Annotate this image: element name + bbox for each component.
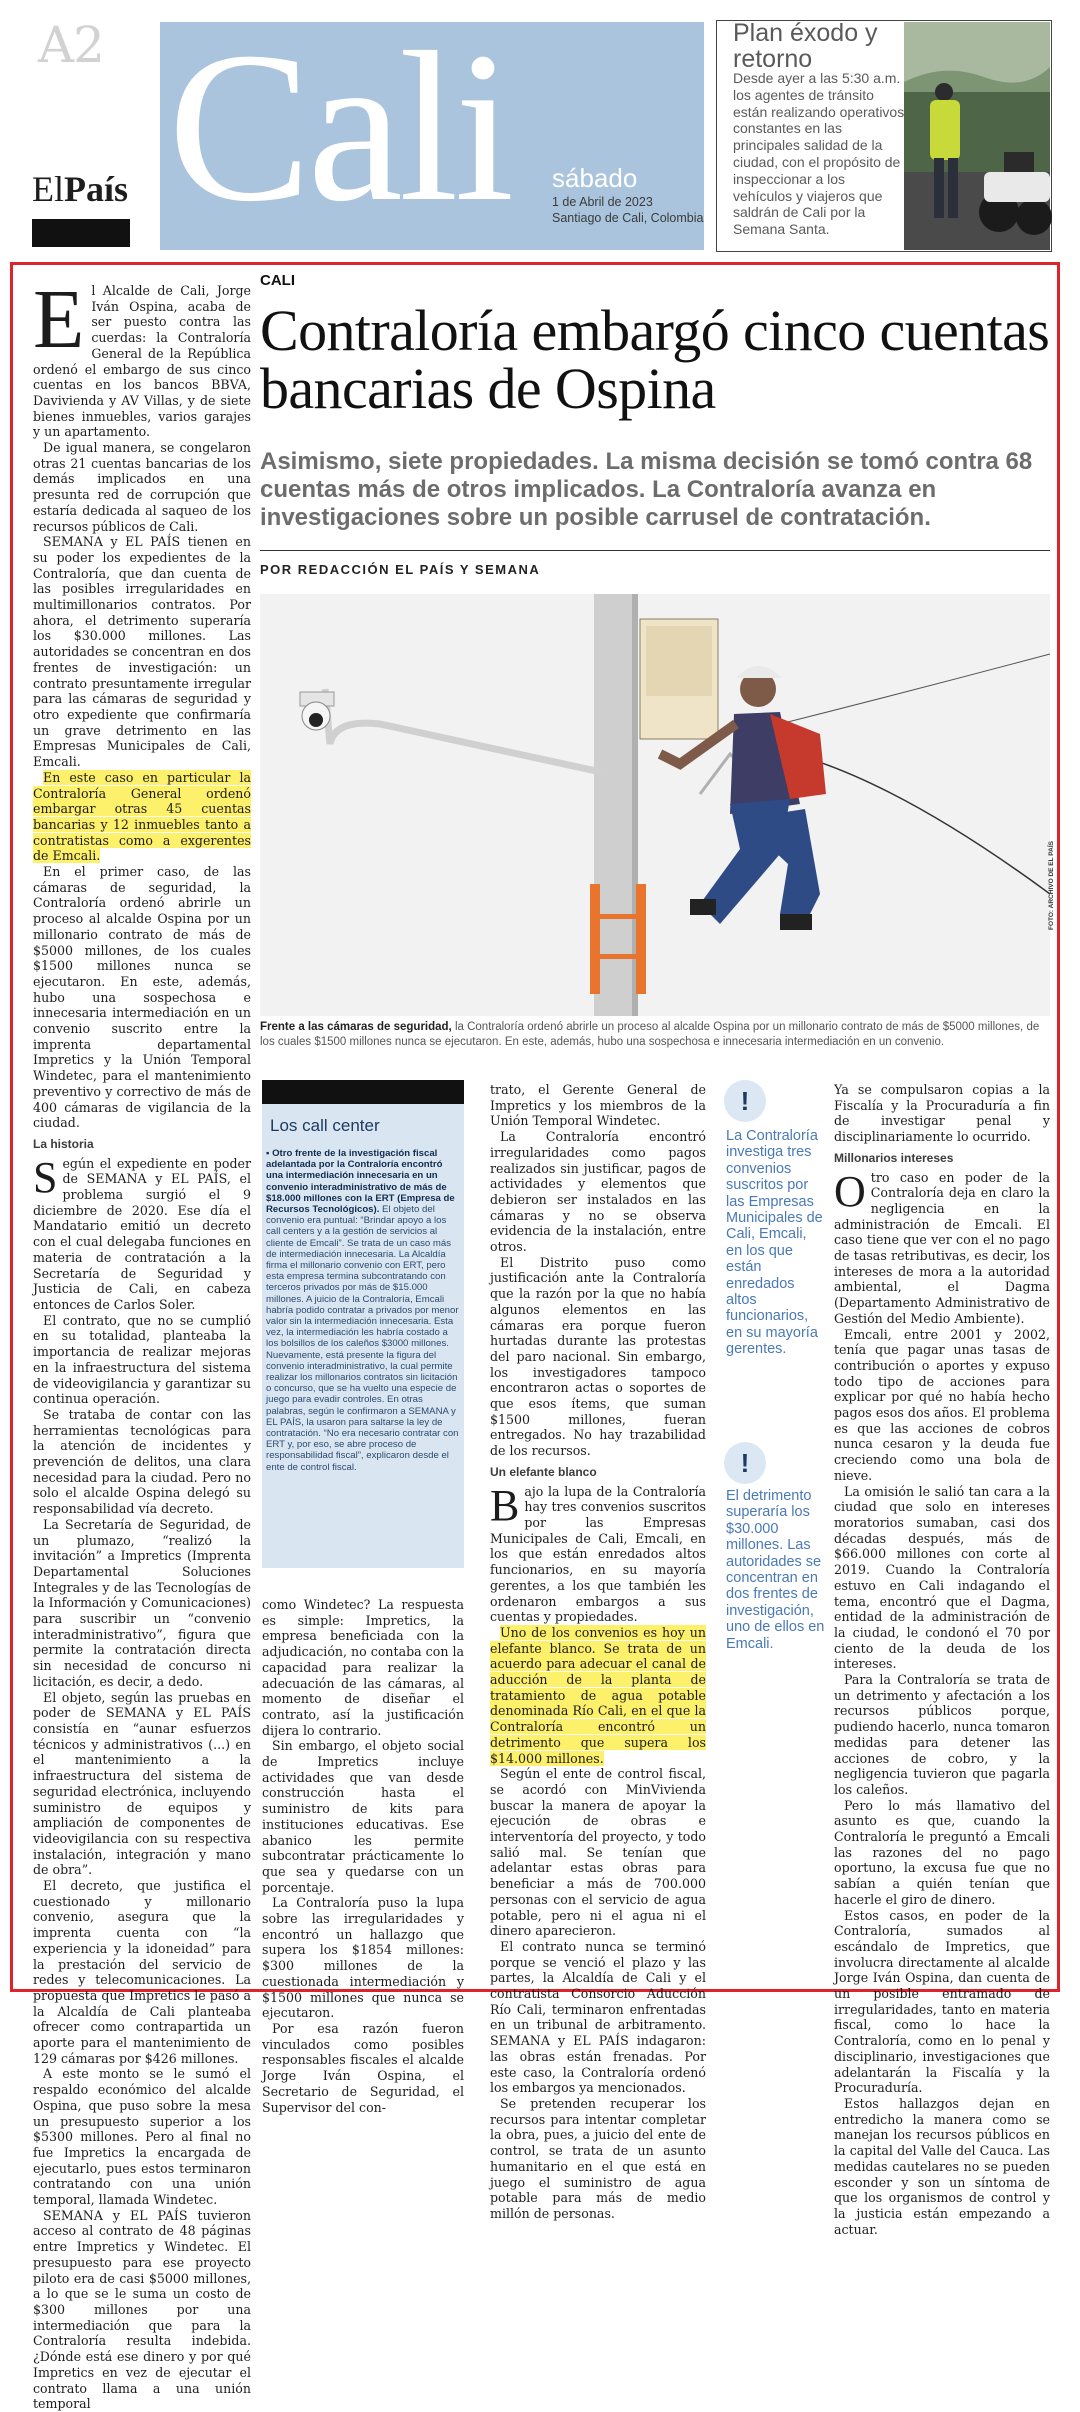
logo-bar bbox=[32, 219, 130, 247]
drop-cap: B bbox=[490, 1480, 520, 1530]
drop-cap: S bbox=[33, 1152, 58, 1202]
drop-cap: E bbox=[33, 273, 85, 366]
paragraph: A este monto se le sumó el respaldo económico del alcalde Ospina, que puso sobre la mesa un presupuesto superior a los $5300 millones. Pero al final no fue Impretics la encargada de ejecutarlo, pues estos terminaron contratando con una unión temporal, llamada Windetec. bbox=[33, 2066, 251, 2208]
subheading: La historia bbox=[33, 1136, 94, 1151]
call-center-title: Los call center bbox=[270, 1116, 380, 1135]
paragraph: La Contraloría puso la lupa sobre las irregularidades y encontró un hallazgo que supera los $1854 millones: $300 millones de la cuestionada intermediación y $1500 millones que nunca se ejecutaron. bbox=[262, 1895, 464, 2021]
paragraph: Para la Contraloría se trata de un detrimento y afectación a los recursos públicos porque, pudiendo hacerlo, nunca tomaron medidas para detener las acciones de cobro, y la negligencia tuvieron que pagarla los caleños. bbox=[834, 1672, 1050, 1797]
divider bbox=[260, 550, 1050, 551]
article-column-2 bbox=[262, 1597, 464, 2115]
paragraph: Por esa razón fueron vinculados como posibles responsables fiscales el alcalde Jorge Iván Ospina, el Secretario de Seguridad, el Supervisor del con- bbox=[262, 2020, 464, 2115]
pull-quote-1: La Contraloría investiga tres convenios suscritos por las Empresas Municipales de Cali, Emcali, en los que están enredados altos funcionarios, en su mayoría gerentes. bbox=[726, 1128, 823, 1358]
photo-credit: FOTO: ARCHIVO DE EL PAÍS bbox=[1048, 841, 1055, 930]
paragraph: El objeto, según las pruebas en poder de SEMANA y EL PAÍS consistía en “aunar esfuerzos técnicos y administrativos (...) en el mantenimiento a la infraestructura del sistema de seguridad electrónica, incluyendo suministro de equipos y ampliación de componentes de videovigilancia con su respectiva instalación, integración y mano de obra”. bbox=[33, 1689, 251, 1878]
headline: Contraloría embargó cinco cuentas bancarias de Ospina bbox=[260, 298, 1050, 421]
article-column-5 bbox=[834, 1082, 1050, 2237]
caption-lead: Frente a las cámaras de seguridad, bbox=[260, 1021, 452, 1033]
paragraph: Estos casos, en poder de la Contraloría, sumados al escándalo de Impretics, que involucra directamente al alcalde Jorge Iván Ospina, dan cuenta de un posible entramado de irregularidades, tanto en materia fiscal, como lo hace la Contraloría, como en lo penal y disciplinario, investigaciones que adelantarán la Fiscalía y la Procuraduría. bbox=[834, 1907, 1050, 2096]
call-center-text bbox=[266, 1148, 462, 1473]
paragraph: Estos hallazgos dejan en entredicho la manera como se manejan los recursos públicos en la capital del Valle del Cauca. Las medidas cautelares no se pueden esconder y son un síntoma de que los organismos de control y la justicia están empezando a actuar. bbox=[834, 2096, 1050, 2237]
article-photo bbox=[260, 594, 1050, 1016]
paragraph: Según el expediente en poder de SEMANA y EL PAÍS, el problema surgió el 9 diciembre de 2020. Ese día el Mandatario emitió un decreto con el cual delegaba funciones en materia de contratación a la Secretaría de Seguridad y Justicia de Cali, en cabeza entonces de Carlos Soler. bbox=[33, 1152, 251, 1312]
call-center-bar bbox=[262, 1080, 464, 1104]
paragraph: La omisión le salió tan cara a la ciudad que solo en intereses moratorios sumaban, casi dos décadas después, más de $66.000 millones con corte al 2019. Cuando la Contraloría estuvo en Cali indagando el tema, encontró que el Dagma, entidad de la administración de la ciudad, le condonó el 70 por ciento de la deuda de los intereses. bbox=[834, 1483, 1050, 1672]
day-name: sábado bbox=[552, 163, 638, 193]
el-pais-logo bbox=[32, 168, 128, 210]
caption-text: la Contraloría ordenó abrirle un proceso al alcalde Ospina por un millonario contrato de más de $5000 millones, de los cuales $1500 millones nunca se ejecutaron. En este, además, hubo una sospechosa e innecesaria intermediación en un convenio. bbox=[260, 1021, 1040, 1048]
paragraph: trato, el Gerente General de Impretics y los miembros de la Unión Temporal Windetec. bbox=[490, 1082, 706, 1129]
paragraph: Sin embargo, el objeto social de Impretics incluye actividades que van desde construcción hasta el suministro de kits para instituciones educativas. Ese abanico les permite subcontratar prácticamente lo que sea y quedarse con un porcentaje. bbox=[262, 1738, 464, 1895]
paragraph: Se pretenden recuperar los recursos para intentar completar la obra, pues, a juicio del ente de control, se trata de un asunto humanitario en el que está en juego el suministro de agua potable para más de medio millón de personas. bbox=[490, 2096, 706, 2221]
article-column-3 bbox=[490, 1082, 706, 2221]
paragraph: El Distrito puso como justificación ante la Contraloría que la razón por la que no había algunos elementos en las cámaras era porque fueron hurtadas durante las protestas del paro nacional. Sin embargo, los investigadores tampoco encontraron actas o soportes de que esos ítems, que suman $1500 millones, fueran entregados. No hay trazabilidad de los recursos. bbox=[490, 1254, 706, 1459]
exclamation-icon: ! bbox=[724, 1080, 766, 1122]
article-column-1 bbox=[33, 273, 251, 2412]
logo-el: El bbox=[32, 169, 64, 209]
logo-pais: País bbox=[64, 169, 129, 209]
paragraph: Bajo la lupa de la Contraloría hay tres convenios suscritos por las Empresas Municipales de Cali, Emcali, en los que están enredados altos funcionarios, en su mayoría gerentes, a los que también les ordenaron embargos a sus cuentas y propiedades. bbox=[490, 1480, 706, 1625]
teaser-photo bbox=[904, 22, 1050, 250]
paragraph: El Alcalde de Cali, Jorge Iván Ospina, acaba de ser puesto contra las cuerdas: la Contraloría General de la República ordenó el embargo de sus cinco cuentas en los bancos BBVA, Davivienda y AV Villas, y de siete bienes inmuebles, varios garajes y un apartamento. bbox=[33, 273, 251, 440]
paragraph: El contrato nunca se terminó porque se venció el plazo y las partes, la Alcaldía de Cali y el contratista Consorcio Aducción Río Cali, terminaron enfrentadas en un tribunal de arbitramento. SEMANA y EL PAÍS indagaron: las obras están frenadas. Por este caso, la Contraloría ordenó los embargos ya mencionados. bbox=[490, 1938, 706, 2096]
paragraph: La Contraloría encontró irregularidades como pagos realizados sin justificar, pagos de actividades y elementos que debieron ser instalados en las cámaras y no se observa evidencia de la instalación, entre otros. bbox=[490, 1129, 706, 1255]
paragraph: Pero lo más llamativo del asunto es que, cuando la Contraloría le preguntó a Emcali las razones del no pago oportuno, la excusa fue que no sabían a quién tenían que hacerle el giro de dinero. bbox=[834, 1797, 1050, 1907]
page-number: A2 bbox=[38, 16, 104, 74]
call-center-lead: ▪ Otro frente de la investigación fiscal adelantada por la Contraloría encontró una intermediación innecesaria en un convenio interadministrativo de más de $18.000 millones con la ERT (Empresa de Recursos Tecnológicos). bbox=[266, 1148, 455, 1216]
teaser-text: Desde ayer a las 5:30 a.m. los agentes de tránsito están realizando operativos constantes en las principales salidad de la ciudad, con el propósito de inspeccionar a los vehículos y viajeros que saldrán de Cali por la Semana Santa. bbox=[733, 70, 905, 238]
paragraph: En el primer caso, de las cámaras de seguridad, la Contraloría ordenó abrirle un proceso al alcalde Ospina por un millonario contrato de más de $5000 millones, de los cuales $1500 millones nunca se ejecutaron. En este, además, hubo una sospechosa e innecesaria intermediación en un convenio suscrito entre la imprenta departamental Impretics y la Unión Temporal Windetec, para el mantenimiento preventivo y correctivo de más de 400 cámaras de vigilancia de la ciudad. bbox=[33, 864, 251, 1131]
paragraph: como Windetec? La respuesta es simple: Impretics, la empresa beneficiada con la adjudicación, no contaba con la capacidad para realizar la adecuación de las cámaras, al momento de diseñar el contrato, así la justificación dijera lo contrario. bbox=[262, 1597, 464, 1738]
paragraph: Otro caso en poder de la Contraloría deja en claro la negligencia en la administración de Emcali. El caso tiene que ver con el no pago de tasas retributivas, es decir, los intereses de mora a la autoridad ambiental, el Dagma (Departamento Administrativo de Gestión del Medio Ambiente). bbox=[834, 1166, 1050, 1326]
paragraph: SEMANA y EL PAÍS tuvieron acceso al contrato de 48 páginas entre Impretics y Windetec. El presupuesto para ese proyecto piloto era de casi $5000 millones, a lo que se le suma un costo de $300 millones por una intermediación que para la Contraloría resulta indebida. ¿Dónde está ese dinero y por qué Impretics en vez de ejecutar el contrato llama a una unión temporal bbox=[33, 2207, 251, 2412]
paragraph: El contrato, que no se cumplió en su totalidad, planteaba la importancia de realizar mejoras en la infraestructura del sistema de videovigilancia y garantizar su continua operación. bbox=[33, 1312, 251, 1407]
paragraph: De igual manera, se congelaron otras 21 cuentas bancarias de los demás implicados en una presunta red de corrupción que estaría dedicada al saqueo de los recursos públicos de Cali. bbox=[33, 440, 251, 534]
teaser-title[interactable]: Plan éxodo y retorno bbox=[733, 19, 878, 73]
section-kicker: CALI bbox=[260, 272, 295, 289]
paragraph: Ya se compulsaron copias a la Fiscalía y la Procuraduría a fin de investigar penal y disciplinariamente lo ocurrido. bbox=[834, 1082, 1050, 1145]
highlighted-paragraph: En este caso en particular la Contraloría General ordenó embargar otras 45 cuentas bancarias y 12 inmuebles tanto a contratistas como a exgerentes de Emcali. bbox=[33, 769, 251, 864]
paragraph: El decreto, que justifica el cuestionado y millonario convenio, asegura que la imprenta cuenta con “la experiencia y la idoneidad” para la prestación del servicio de redes y telecomunicaciones. La propuesta que Impretics le pasó a la Alcaldía de Cali planteaba ofrecer como contrapartida un aporte para el mantenimiento de 129 cámaras por $426 millones. bbox=[33, 1878, 251, 2066]
paragraph: La Secretaría de Seguridad, de un plumazo, “realizó la invitación” a Impretics (Imprenta Departamental Soluciones Integrales y de las Tecnologías de la Información y Comunicaciones) para suscribir un “convenio interadministrativo”, figura que permite la contratación directa sin necesidad de concurso ni licitación, es decir, a dedo. bbox=[33, 1516, 251, 1689]
paragraph: Emcali, entre 2001 y 2002, tenía que pagar unas tasas de contribución o aportes y expuso todo tipo de acciones para explicar por qué no había hecho pagos esos dos años. El problema es que las acciones de cobros nunca cesaron y la deuda fue creciendo como una bola de nieve. bbox=[834, 1326, 1050, 1483]
call-center-body: El objeto del convenio era puntual: “Brindar apoyo a los call centers y a la gestión de servicios al cliente de Emcali”. Se trata de un caso más de intermediación innecesaria. La Alcaldía firma el millonario convenio con ERT, pero esta empresa termina subcontratando con terceros privados por más de $15.000 millones. A juicio de la Contraloría, Emcali habría podido contratar a privados por menor valor sin la intermediación innecesaria. Esta vez, la intermediación les habría costado a los bolsillos de los caleños $3000 millones. Nuevamente, está presente la figura del convenio interadministrativo, la cual permite realizar los millonarios contratos sin licitación o concurso, que se ha vuelto una especie de juego para evadir controles. En otras palabras, según le confirmaron a SEMANA y EL PAÍS, la usaron para saltarse la ley de contratación. “No era necesario contratar con ERT y, por eso, se abre proceso de responsabilidad fiscal”, explicaron desde el ente de control fiscal. bbox=[266, 1204, 459, 1473]
date-line: 1 de Abril de 2023 bbox=[552, 195, 653, 209]
photo-caption bbox=[260, 1020, 1050, 1050]
byline: POR REDACCIÓN EL PAÍS Y SEMANA bbox=[260, 562, 541, 577]
drop-cap: O bbox=[834, 1166, 866, 1216]
section-title: Cali bbox=[168, 7, 511, 246]
subheading: Un elefante blanco bbox=[490, 1464, 597, 1479]
paragraph: Según el ente de control fiscal, se acordó con MinVivienda buscar la manera de apoyar la ejecución de obras e interventoría del proyecto, y todo salió mal. Se tenían que adelantar estas obras para beneficiar a más de 700.000 personas con el servicio de agua potable, pero ni el agua ni el dinero aparecieron. bbox=[490, 1766, 706, 1939]
paragraph: Se trataba de contar con las herramientas tecnológicas para la atención de incidentes y prevención de delitos, una clara necesidad para la ciudad. Pero no solo el alcalde Ospina delegó su responsabilidad vía decreto. bbox=[33, 1406, 251, 1517]
deck: Asimismo, siete propiedades. La misma decisión se tomó contra 68 cuentas más de otros implicados. La Contraloría avanza en investigaciones sobre un posible carrusel de contratación. bbox=[260, 448, 1033, 531]
exclamation-icon: ! bbox=[724, 1442, 766, 1484]
place-line: Santiago de Cali, Colombia bbox=[552, 211, 704, 225]
subheading: Millonarios intereses bbox=[834, 1150, 954, 1165]
highlighted-paragraph: Uno de los convenios es hoy un elefante blanco. Se trata de un acuerdo para adecuar el canal de aducción de la planta de tratamiento de agua potable denominada Río Cali, en el que la Contraloría encontró un detrimento que supera los $14.000 millones. bbox=[490, 1624, 706, 1766]
pull-quote-2: El detrimento superaría los $30.000 millones. Las autoridades se concentran en dos frentes de investigación, uno de ellos en Emcali. bbox=[726, 1488, 825, 1652]
paragraph: SEMANA y EL PAÍS tienen en su poder los expedientes de la Contraloría, que dan cuenta de las posibles irregularidades en multimillonarios contratos. Por ahora, el detrimento superaría los $30.000 millones. Las autoridades se concentran en dos frentes de investigación: un contrato presuntamente irregular para las cámaras de seguridad y otro expediente que confirmaría un grave detrimento en las Empresas Municipales de Cali, Emcali. bbox=[33, 534, 251, 770]
